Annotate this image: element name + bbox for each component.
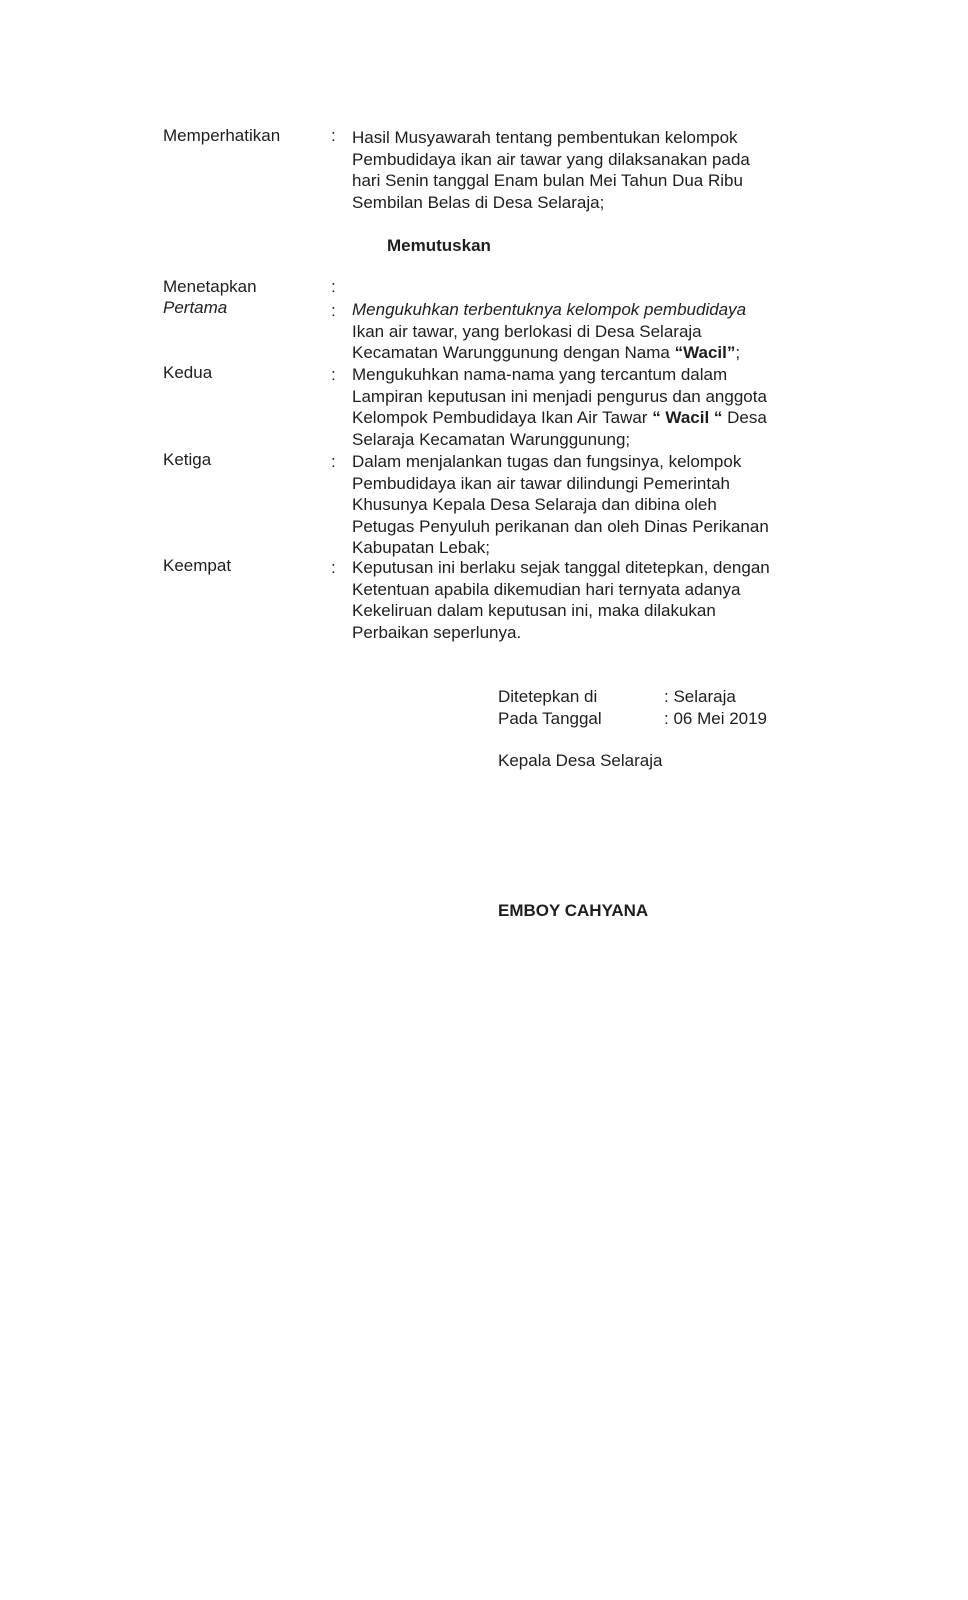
group-name: “ Wacil “ bbox=[652, 408, 723, 427]
signatory-position: Kepala Desa Selaraja bbox=[498, 751, 663, 770]
place-value: : Selaraja bbox=[664, 687, 736, 706]
menetapkan-colon: : bbox=[331, 277, 336, 296]
text-fragment: ; bbox=[735, 343, 741, 362]
text-line: Dalam menjalankan tugas dan fungsinya, kelompok bbox=[352, 452, 742, 471]
ketiga-colon: : bbox=[331, 452, 336, 471]
text-line: Mengukuhkan nama-nama yang tercantum dalam bbox=[352, 365, 728, 384]
text-line: Kabupatan Lebak; bbox=[352, 538, 491, 557]
memperhatikan-text bbox=[352, 127, 822, 213]
kedua-label: Kedua bbox=[163, 363, 213, 382]
keempat-text bbox=[352, 557, 822, 643]
text-line: Khusunya Kepala Desa Selaraja dan dibina oleh bbox=[352, 495, 717, 514]
keempat-colon: : bbox=[331, 558, 336, 577]
place-label: Ditetepkan di bbox=[498, 687, 598, 706]
group-name: “Wacil” bbox=[674, 343, 736, 362]
text-line: Pembudidaya ikan air tawar yang dilaksanakan pada bbox=[352, 149, 750, 169]
text-line: Kekeliruan dalam keputusan ini, maka dilakukan bbox=[352, 601, 716, 620]
text-line: Lampiran keputusan ini menjadi pengurus dan anggota bbox=[352, 386, 767, 406]
text-line: Ikan air tawar, yang berlokasi di Desa Selaraja bbox=[352, 321, 702, 341]
memperhatikan-label: Memperhatikan bbox=[163, 126, 281, 145]
text-fragment: Kelompok Pembudidaya Ikan Air Tawar bbox=[352, 408, 653, 427]
text-fragment: Desa bbox=[722, 408, 767, 427]
text-line: Selaraja Kecamatan Warunggunung; bbox=[352, 429, 631, 449]
ketiga-text bbox=[352, 451, 822, 559]
pertama-label: Pertama bbox=[163, 298, 228, 317]
text-line: Mengukuhkan terbentuknya kelompok pembudidaya bbox=[352, 300, 747, 319]
decision-heading: Memutuskan bbox=[387, 236, 491, 255]
text-line: Keputusan ini berlaku sejak tanggal ditetepkan, dengan bbox=[352, 558, 770, 577]
date-label: Pada Tanggal bbox=[498, 709, 602, 728]
text-fragment: Kecamatan Warunggunung dengan Nama bbox=[352, 343, 675, 362]
text-line: Petugas Penyuluh perikanan dan oleh Dinas Perikanan bbox=[352, 516, 769, 536]
text-line: Perbaikan seperlunya. bbox=[352, 622, 522, 642]
text-line bbox=[352, 407, 822, 429]
signatory-name: EMBOY CAHYANA bbox=[498, 901, 649, 920]
text-line bbox=[352, 342, 822, 364]
text-line: hari Senin tanggal Enam bulan Mei Tahun Dua Ribu bbox=[352, 171, 743, 190]
pertama-colon: : bbox=[331, 301, 336, 320]
date-value: : 06 Mei 2019 bbox=[664, 709, 768, 728]
pertama-text bbox=[352, 299, 822, 364]
ketiga-label: Ketiga bbox=[163, 450, 212, 469]
text-line: Sembilan Belas di Desa Selaraja; bbox=[352, 192, 605, 212]
menetapkan-label: Menetapkan bbox=[163, 277, 257, 296]
text-line: Ketentuan apabila dikemudian hari ternyata adanya bbox=[352, 579, 741, 599]
kedua-text bbox=[352, 364, 822, 450]
text-line: Hasil Musyawarah tentang pembentukan kelompok bbox=[352, 128, 738, 147]
kedua-colon: : bbox=[331, 365, 336, 384]
text-line: Pembudidaya ikan air tawar dilindungi Pemerintah bbox=[352, 473, 730, 493]
memperhatikan-colon: : bbox=[331, 126, 336, 145]
keempat-label: Keempat bbox=[163, 556, 232, 575]
